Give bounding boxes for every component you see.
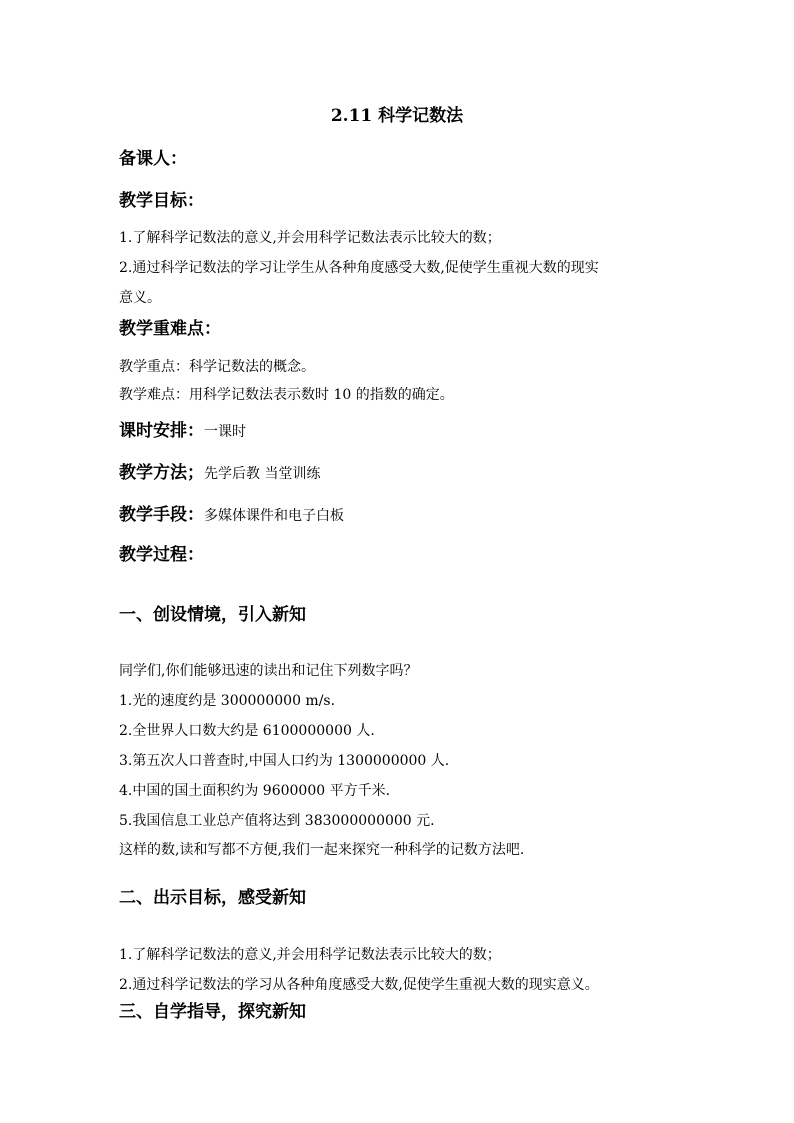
method-value: 先学后教 当堂训练 bbox=[204, 466, 321, 482]
section-1-line: 4.中国的国土面积约为 9600000 平方千米. bbox=[119, 783, 391, 799]
section-2-heading: 二、出示目标，感受新知 bbox=[119, 888, 306, 908]
key-points-heading: 教学重难点： bbox=[119, 319, 221, 339]
method-label: 教学方法； bbox=[119, 463, 204, 483]
means-value: 多媒体课件和电子白板 bbox=[204, 508, 344, 524]
section-1-line: 2.全世界人口数大约是 6100000000 人. bbox=[119, 723, 375, 739]
section-2-line: 1.了解科学记数法的意义,并会用科学记数法表示比较大的数； bbox=[119, 947, 501, 963]
document-title: 2.11 科学记数法 bbox=[330, 106, 464, 126]
means-label: 教学手段： bbox=[119, 505, 204, 525]
process-heading: 教学过程： bbox=[119, 545, 204, 565]
section-3-heading: 三、自学指导，探究新知 bbox=[119, 1002, 306, 1022]
key-difficulty: 教学难点：用科学记数法表示数时 10 的指数的确定。 bbox=[119, 387, 454, 403]
key-focus: 教学重点：科学记数法的概念。 bbox=[119, 359, 315, 375]
schedule-value: 一课时 bbox=[204, 424, 246, 440]
section-1-line: 同学们,你们能够迅速的读出和记住下列数字吗？ bbox=[119, 663, 418, 679]
section-1-heading: 一、创设情境，引入新知 bbox=[119, 605, 306, 625]
section-1-line: 5.我国信息工业总产值将达到 383000000000 元. bbox=[119, 813, 435, 829]
method-row bbox=[119, 465, 320, 482]
section-2-line: 2.通过科学记数法的学习从各种角度感受大数,促使学生重视大数的现实意义。 bbox=[119, 977, 599, 993]
preparer-label: 备课人： bbox=[119, 149, 187, 169]
objective-item-1: 1.了解科学记数法的意义,并会用科学记数法表示比较大的数； bbox=[119, 230, 501, 246]
section-1-line: 这样的数,读和写都不方便,我们一起来探究一种科学的记数方法吧. bbox=[119, 842, 525, 858]
section-1-line: 1.光的速度约是 300000000 m/s. bbox=[119, 693, 336, 709]
means-row bbox=[119, 507, 344, 524]
schedule-label: 课时安排： bbox=[119, 421, 204, 441]
schedule-row bbox=[119, 423, 246, 440]
section-1-line: 3.第五次人口普查时,中国人口约为 1300000000 人. bbox=[119, 753, 450, 769]
objective-item-2: 2.通过科学记数法的学习让学生从各种角度感受大数,促使学生重视大数的现实 bbox=[119, 260, 599, 276]
objectives-heading: 教学目标： bbox=[119, 191, 204, 211]
objective-item-2-cont: 意义。 bbox=[119, 290, 161, 306]
